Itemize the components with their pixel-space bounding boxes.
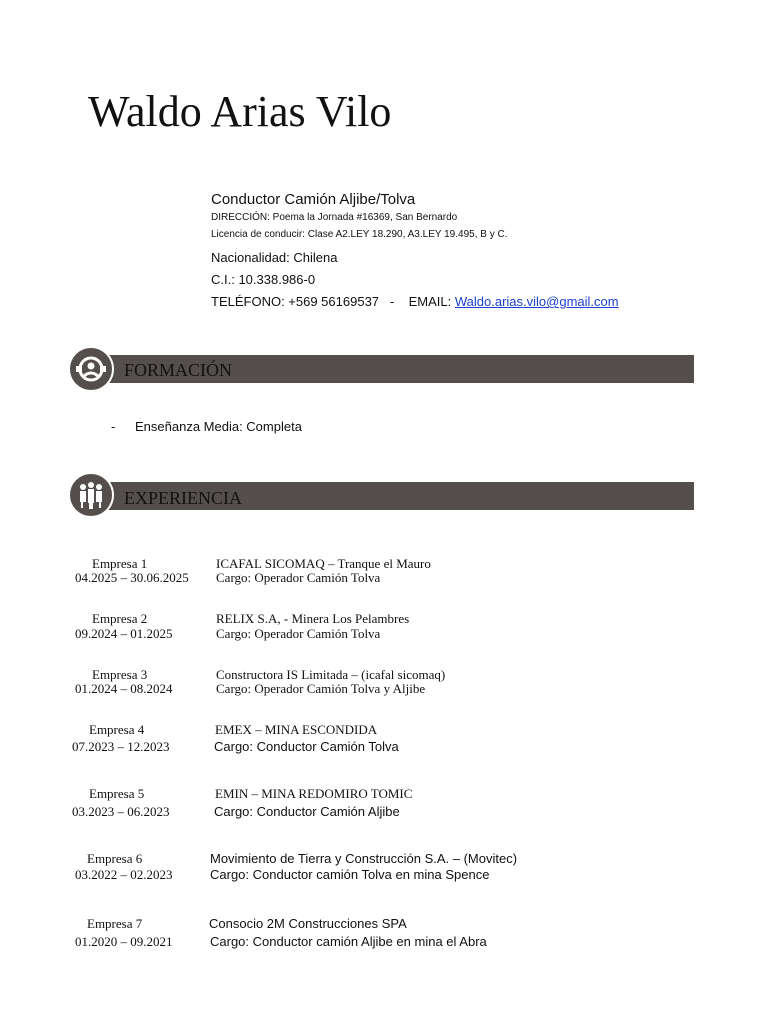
job-label: Empresa 5: [89, 786, 145, 801]
contact-line: [211, 294, 619, 309]
phone-label: TELÉFONO: +569 56169537 - EMAIL:: [211, 294, 455, 309]
email-link[interactable]: Waldo.arias.vilo@gmail.com: [454, 294, 619, 309]
job-dates: 03.2022 – 02.2023: [75, 867, 173, 882]
job-dates: 09.2024 – 01.2025: [75, 626, 173, 641]
job-cargo: Cargo: Conductor Camión Tolva: [214, 739, 399, 754]
job-cargo: Cargo: Operador Camión Tolva: [216, 626, 381, 641]
job-company: ICAFAL SICOMAQ – Tranque el Mauro: [216, 556, 431, 571]
address: DIRECCIÓN: Poema la Jornada #16369, San Bernardo: [211, 212, 458, 223]
id-number: C.I.: 10.338.986-0: [211, 272, 316, 287]
team-icon: [68, 472, 114, 518]
job-dates: 01.2020 – 09.2021: [75, 934, 173, 949]
job-cargo: Cargo: Operador Camión Tolva y Aljibe: [216, 681, 426, 696]
bullet-dash: -: [111, 419, 116, 434]
job-company: Consocio 2M Construcciones SPA: [209, 916, 407, 931]
job-label: Empresa 3: [92, 667, 148, 682]
job-label: Empresa 6: [87, 851, 143, 866]
nationality: Nacionalidad: Chilena: [211, 250, 338, 265]
job-dates: 01.2024 – 08.2024: [75, 681, 173, 696]
job-dates: 07.2023 – 12.2023: [72, 739, 170, 754]
job-label: Empresa 7: [87, 916, 143, 931]
job-label: Empresa 2: [92, 611, 148, 626]
education-icon: [68, 346, 114, 392]
experiencia-title: EXPERIENCIA: [124, 488, 242, 508]
job-company: Movimiento de Tierra y Construcción S.A. – (Movitec): [210, 851, 518, 866]
license: Licencia de conducir: Clase A2.LEY 18.290, A3.LEY 19.495, B y C.: [211, 229, 508, 240]
education-item: Enseñanza Media: Completa: [135, 419, 302, 434]
job-company: EMEX – MINA ESCONDIDA: [215, 722, 378, 737]
job-cargo: Cargo: Conductor Camión Aljibe: [214, 804, 400, 819]
formacion-title: FORMACIÓN: [124, 360, 233, 380]
job-dates: 03.2023 – 06.2023: [72, 804, 170, 819]
job-cargo: Cargo: Conductor camión Aljibe en mina el Abra: [210, 934, 487, 949]
job-title: Conductor Camión Aljibe/Tolva: [211, 191, 416, 208]
job-cargo: Cargo: Operador Camión Tolva: [216, 570, 381, 585]
job-company: Constructora IS Limitada – (icafal sicomaq): [216, 667, 446, 682]
job-company: RELIX S.A, - Minera Los Pelambres: [216, 611, 410, 626]
candidate-name: Waldo Arias Vilo: [88, 87, 392, 136]
job-cargo: Cargo: Conductor camión Tolva en mina Spence: [210, 867, 490, 882]
job-label: Empresa 4: [89, 722, 145, 737]
job-dates: 04.2025 – 30.06.2025: [75, 570, 189, 585]
job-company: EMIN – MINA REDOMIRO TOMIC: [215, 786, 413, 801]
job-label: Empresa 1: [92, 556, 148, 571]
